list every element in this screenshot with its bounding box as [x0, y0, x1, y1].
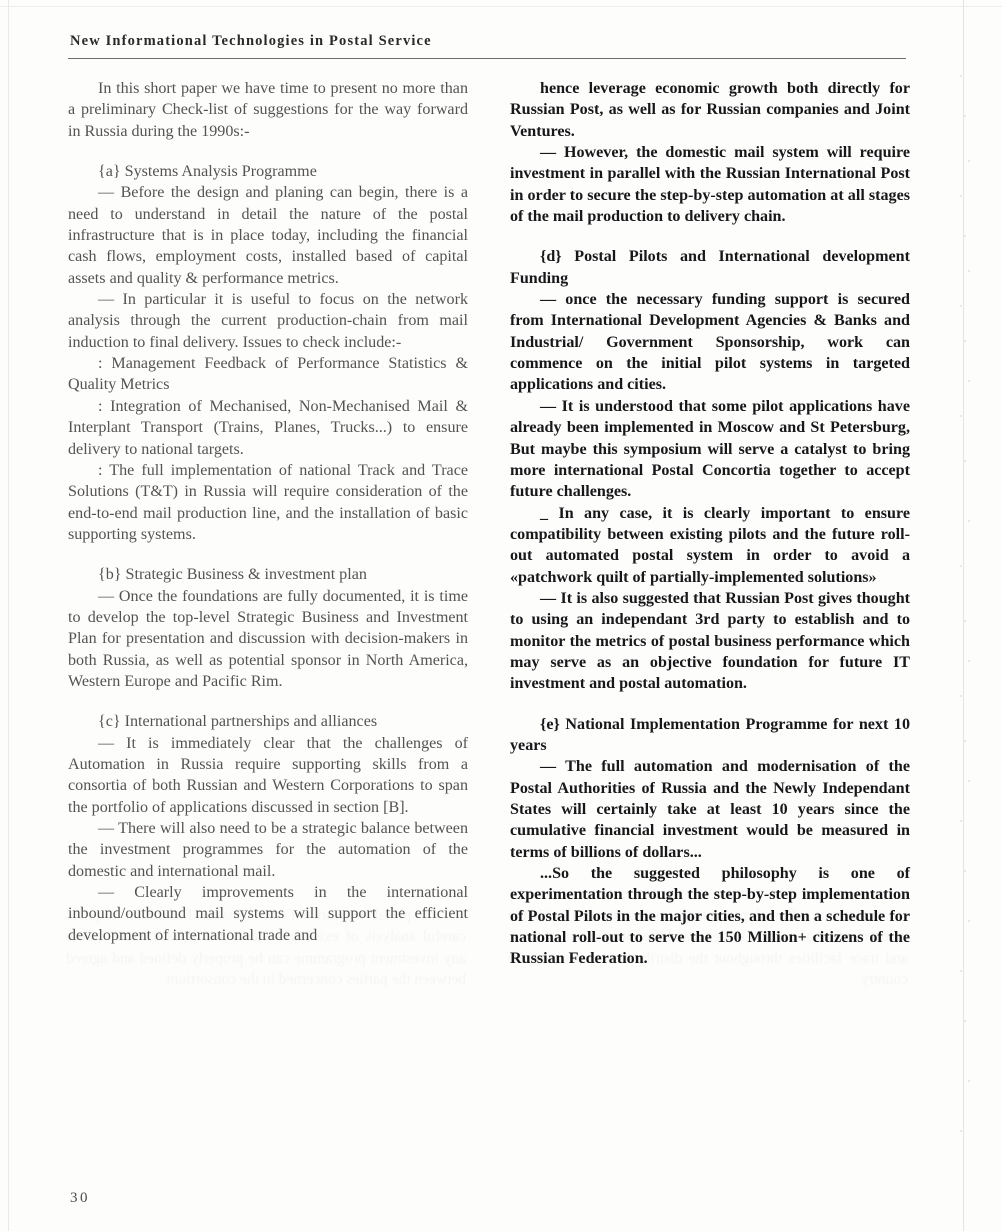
body-column-left: [68, 78, 468, 946]
paragraph: — Before the design and planing can begin, there is a need to understand in detail the nature of the postal infrastructure that is in place today, including the financial cash flows, employment costs, installed based of capital assets and quality & performance metrics.: [68, 184, 468, 287]
paragraph: _ In any case, it is clearly important to ensure compatibility between existing pilots and the future roll-out automated postal system in order to avoid a «patchwork quilt of partially-implemented solutions»: [510, 504, 910, 586]
paragraph: — It is understood that some pilot applications have already been implemented in Moscow and St Petersburg, But maybe this symposium will serve a catalyst to bring more international Postal Concortia together to accept future challenges.: [510, 397, 910, 501]
paragraph: hence leverage economic growth both directly for Russian Post, as well as for Russian companies and Joint Ventures.: [510, 80, 910, 140]
paragraph: — However, the domestic mail system will require investment in parallel with the Russian International Post in order to secure the step-by-step automation at all stages of the mail production to delivery chain.: [510, 144, 910, 226]
scan-edge-top: [0, 6, 1002, 7]
paragraph: : Integration of Mechanised, Non-Mechanised Mail & Interplant Transport (Trains, Planes, Trucks...) to ensure delivery to national targets.: [68, 397, 468, 458]
paragraph: : The full implementation of national Track and Trace Solutions (T&T) in Russia will require consideration of the end-to-end mail production line, and the installation of basic supporting systems.: [68, 461, 468, 543]
paragraph: {d} Postal Pilots and International development Funding: [510, 248, 910, 287]
body-column-right: [510, 78, 910, 970]
paragraph: : Management Feedback of Performance Statistics & Quality Metrics: [68, 355, 468, 394]
paragraph: {e} National Implementation Programme for next 10 years: [510, 715, 910, 754]
paragraph: {a} Systems Analysis Programme: [98, 163, 317, 181]
page-number: 30: [70, 1190, 90, 1206]
paragraph: — Once the foundations are fully documented, it is time to develop the top-level Strategic Business and Investment Plan for presentation and discussion with decision-makers in both Russia, as well as potential sponsor in North America, Western Europe and Pacific Rim.: [68, 587, 468, 690]
paragraph: {b} Strategic Business & investment plan: [98, 566, 367, 584]
header-rule: [68, 58, 906, 59]
paragraph: — There will also need to be a strategic balance between the investment programmes for the automation of the domestic and international mail.: [68, 820, 468, 880]
paragraph: — It is immediately clear that the challenges of Automation in Russia require supporting skills from a consortia of both Russian and Western Corporations to span the portfolio of applications discussed in section [B].: [68, 734, 468, 816]
running-head: New Informational Technologies in Postal Service: [70, 33, 432, 49]
paragraph: — The full automation and modernisation of the Postal Authorities of Russia and the Newly Independant States will certainly take at least 10 years since the cumulative financial investment would be measured in terms of billions of dollars...: [510, 758, 910, 861]
paragraph: — In particular it is useful to focus on the network analysis through the current production-chain from mail induction to final delivery. Issues to check include:-: [68, 291, 468, 351]
paragraph: In this short paper we have time to present no more than a preliminary Check-list of suggestions for the way forward in Russia during the 1990s:-: [68, 80, 468, 140]
scan-speckles: [960, 20, 974, 1180]
paragraph: ...So the suggested philosophy is one of experimentation through the step-by-step implementation of Postal Pilots in the major cities, and then a schedule for national roll-out to serve the 150 Million+ citizens of the Russian Federation.: [510, 865, 910, 968]
paragraph: {c} International partnerships and alliances: [98, 713, 378, 731]
paragraph: — It is also suggested that Russian Post gives thought to using an independant 3rd party to establish and to monitor the metrics of postal business performance which may serve as an objective foundation for future IT investment and postal automation.: [510, 589, 910, 693]
paragraph: — once the necessary funding support is secured from International Development Agencies & Banks and Industrial/ Government Sponsorship, work can commence on the initial pilot systems in targeted applications and cities.: [510, 291, 910, 394]
scan-edge-left: [8, 0, 9, 1231]
paragraph: — Clearly improvements in the international inbound/outbound mail systems will support the efficient development of international trade and: [68, 884, 468, 944]
